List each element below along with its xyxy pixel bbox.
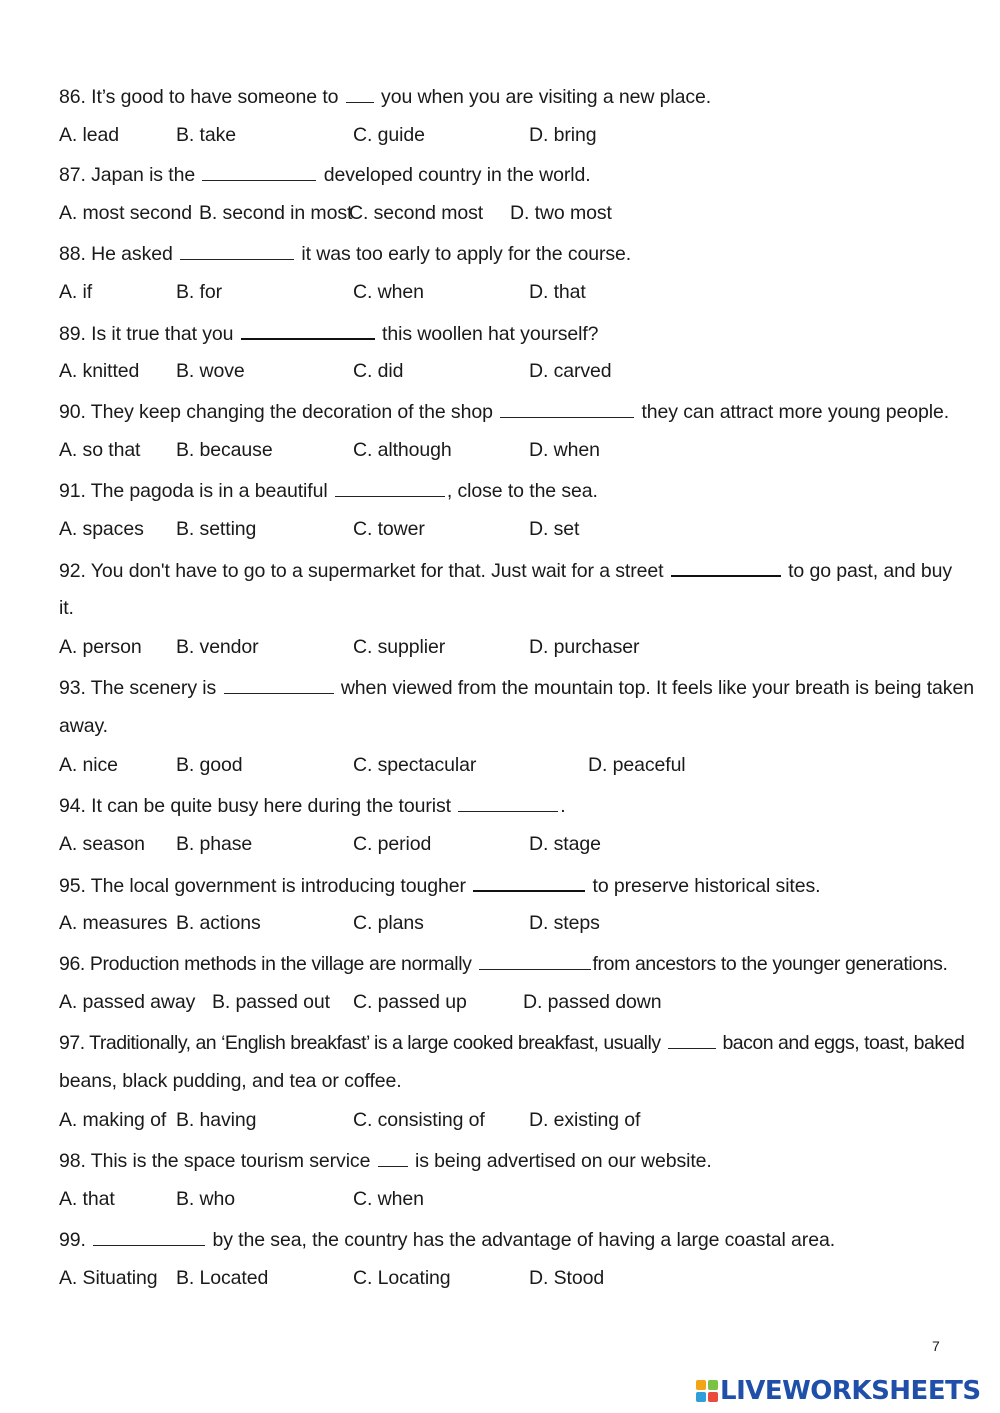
answer-blank[interactable] bbox=[180, 241, 294, 260]
question-88-stem: 88. He asked it was too early to apply for the course. bbox=[59, 243, 632, 265]
answer-blank[interactable] bbox=[479, 951, 591, 970]
option-a[interactable]: A. if bbox=[59, 281, 93, 303]
option-c[interactable]: C. second most bbox=[349, 202, 484, 224]
option-d[interactable]: D. carved bbox=[529, 360, 612, 382]
option-c[interactable]: C. spectacular bbox=[353, 754, 477, 776]
option-a[interactable]: A. measures bbox=[59, 912, 168, 934]
question-96-stem: 96. Production methods in the village are normally from ancestors to the younger generations. bbox=[59, 953, 948, 975]
option-c[interactable]: C. period bbox=[353, 833, 432, 855]
question-89-stem: 89. Is it true that you this woollen hat yourself? bbox=[59, 320, 598, 346]
answer-blank[interactable] bbox=[224, 675, 334, 694]
answer-blank[interactable] bbox=[500, 399, 634, 418]
option-b[interactable]: B. vendor bbox=[176, 636, 259, 658]
option-b[interactable]: B. who bbox=[176, 1188, 236, 1210]
answer-blank[interactable] bbox=[241, 320, 375, 340]
answer-blank[interactable] bbox=[458, 793, 558, 812]
option-a[interactable]: A. making of bbox=[59, 1109, 167, 1131]
question-87-stem: 87. Japan is the developed country in the world. bbox=[59, 164, 591, 186]
option-c[interactable]: C. guide bbox=[353, 124, 425, 146]
option-d[interactable]: D. steps bbox=[529, 912, 600, 934]
question-95-stem: 95. The local government is introducing tougher to preserve historical sites. bbox=[59, 872, 820, 898]
option-c[interactable]: C. did bbox=[353, 360, 404, 382]
answer-blank[interactable] bbox=[473, 872, 585, 892]
option-c[interactable]: C. when bbox=[353, 281, 424, 303]
question-94-stem: 94. It can be quite busy here during the tourist . bbox=[59, 795, 566, 817]
question-99-stem: 99. by the sea, the country has the advantage of having a large coastal area. bbox=[59, 1229, 836, 1251]
question-92-stem-cont: it. bbox=[59, 597, 74, 619]
option-c[interactable]: C. plans bbox=[353, 912, 424, 934]
option-a[interactable]: A. spaces bbox=[59, 518, 144, 540]
option-b[interactable]: B. good bbox=[176, 754, 243, 776]
question-97-stem-cont: beans, black pudding, and tea or coffee. bbox=[59, 1070, 402, 1092]
question-91-stem: 91. The pagoda is in a beautiful , close to the sea. bbox=[59, 480, 598, 502]
option-d[interactable]: D. stage bbox=[529, 833, 601, 855]
option-a[interactable]: A. nice bbox=[59, 754, 118, 776]
option-c[interactable]: C. tower bbox=[353, 518, 425, 540]
option-d[interactable]: D. peaceful bbox=[588, 754, 686, 776]
question-86-stem: 86. It’s good to have someone to you when you are visiting a new place. bbox=[59, 86, 712, 108]
answer-blank[interactable] bbox=[671, 557, 781, 577]
question-97-stem: 97. Traditionally, an ‘English breakfast’ is a large cooked breakfast, usually bacon and eggs, toast, baked bbox=[59, 1032, 965, 1054]
option-d[interactable]: D. set bbox=[529, 518, 580, 540]
answer-blank[interactable] bbox=[93, 1227, 205, 1246]
option-a[interactable]: A. passed away bbox=[59, 991, 196, 1013]
answer-blank[interactable] bbox=[668, 1030, 716, 1049]
option-a[interactable]: A. Situating bbox=[59, 1267, 158, 1289]
option-a[interactable]: A. person bbox=[59, 636, 142, 658]
option-d[interactable]: D. when bbox=[529, 439, 600, 461]
option-b[interactable]: B. wove bbox=[176, 360, 245, 382]
option-c[interactable]: C. when bbox=[353, 1188, 424, 1210]
option-c[interactable]: C. supplier bbox=[353, 636, 446, 658]
question-92-stem: 92. You don't have to go to a supermarket for that. Just wait for a street to go past, and buy bbox=[59, 557, 952, 583]
option-a[interactable]: A. lead bbox=[59, 124, 120, 146]
option-c[interactable]: C. Locating bbox=[353, 1267, 451, 1289]
option-b[interactable]: B. having bbox=[176, 1109, 257, 1131]
option-a[interactable]: A. so that bbox=[59, 439, 141, 461]
option-a[interactable]: A. that bbox=[59, 1188, 115, 1210]
option-d[interactable]: D. bring bbox=[529, 124, 597, 146]
option-c[interactable]: C. although bbox=[353, 439, 452, 461]
option-d[interactable]: D. two most bbox=[510, 202, 612, 224]
option-d[interactable]: D. Stood bbox=[529, 1267, 605, 1289]
option-b[interactable]: B. second in most bbox=[199, 202, 353, 224]
question-93-stem: 93. The scenery is when viewed from the mountain top. It feels like your breath is being taken bbox=[59, 677, 974, 699]
option-c[interactable]: C. consisting of bbox=[353, 1109, 485, 1131]
liveworksheets-brand[interactable] bbox=[696, 1376, 981, 1406]
question-90-stem: 90. They keep changing the decoration of the shop they can attract more young people. bbox=[59, 401, 950, 423]
option-a[interactable]: A. most second bbox=[59, 202, 192, 224]
option-b[interactable]: B. passed out bbox=[212, 991, 330, 1013]
option-d[interactable]: D. that bbox=[529, 281, 586, 303]
option-a[interactable]: A. season bbox=[59, 833, 145, 855]
option-b[interactable]: B. for bbox=[176, 281, 222, 303]
liveworksheets-logo-icon bbox=[696, 1380, 718, 1402]
answer-blank[interactable] bbox=[378, 1148, 408, 1167]
option-b[interactable]: B. Located bbox=[176, 1267, 269, 1289]
option-b[interactable]: B. take bbox=[176, 124, 236, 146]
brand-name: LIVEWORKSHEETS bbox=[720, 1376, 981, 1406]
option-d[interactable]: D. purchaser bbox=[529, 636, 640, 658]
option-b[interactable]: B. actions bbox=[176, 912, 261, 934]
option-d[interactable]: D. passed down bbox=[523, 991, 662, 1013]
option-b[interactable]: B. because bbox=[176, 439, 273, 461]
option-c[interactable]: C. passed up bbox=[353, 991, 467, 1013]
answer-blank[interactable] bbox=[202, 162, 316, 181]
answer-blank[interactable] bbox=[346, 84, 374, 103]
option-d[interactable]: D. existing of bbox=[529, 1109, 641, 1131]
answer-blank[interactable] bbox=[335, 478, 445, 497]
option-a[interactable]: A. knitted bbox=[59, 360, 140, 382]
option-b[interactable]: B. phase bbox=[176, 833, 253, 855]
option-b[interactable]: B. setting bbox=[176, 518, 257, 540]
page-number: 7 bbox=[932, 1338, 940, 1354]
question-98-stem: 98. This is the space tourism service is being advertised on our website. bbox=[59, 1150, 712, 1172]
question-93-stem-cont: away. bbox=[59, 715, 108, 737]
